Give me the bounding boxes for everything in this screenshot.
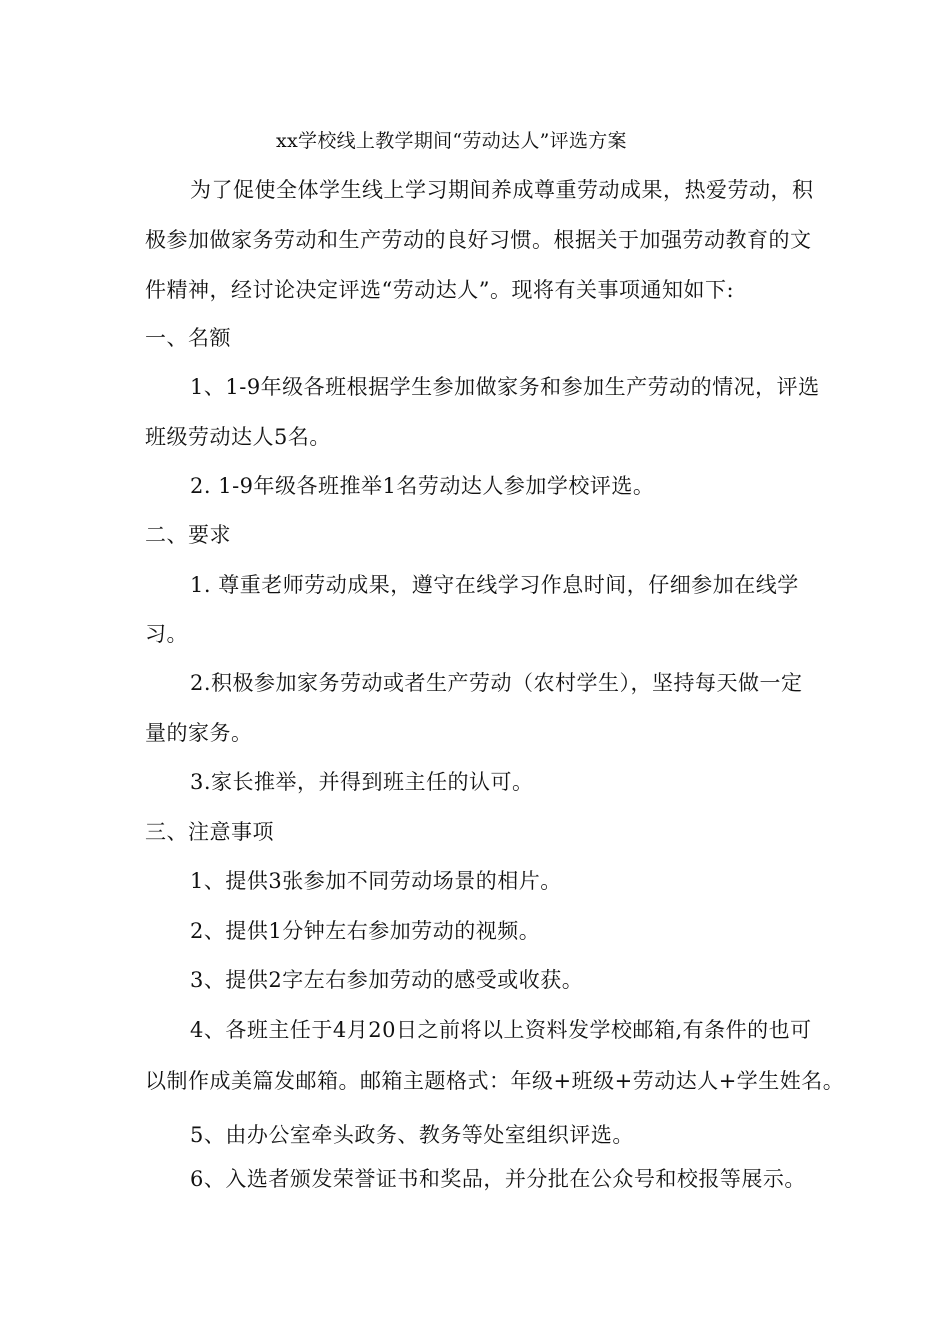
quota-item-1-line-2: 班级劳动达人5名。 <box>145 425 331 449</box>
requirement-1-line-1: 1. 尊重老师劳动成果，遵守在线学习作息时间，仔细参加在线学 <box>190 573 799 597</box>
intro-line-1: 为了促使全体学生线上学习期间养成尊重劳动成果，热爱劳动，积 <box>190 178 814 202</box>
note-5: 5、由办公室牵头政务、教务等处室组织评选。 <box>190 1123 634 1147</box>
quota-item-2: 2. 1-9年级各班推举1名劳动达人参加学校评选。 <box>190 474 655 498</box>
note-3: 3、提供2字左右参加劳动的感受或收获。 <box>190 968 584 992</box>
requirement-1-line-2: 习。 <box>145 622 188 646</box>
note-1: 1、提供3张参加不同劳动场景的相片。 <box>190 869 562 893</box>
note-4-line-1: 4、各班主任于4月20日之前将以上资料发学校邮箱,有条件的也可 <box>190 1018 812 1042</box>
quota-item-1-line-1: 1、1-9年级各班根据学生参加做家务和参加生产劳动的情况，评选 <box>190 375 820 399</box>
intro-line-2: 极参加做家务劳动和生产劳动的良好习惯。根据关于加强劳动教育的文 <box>145 228 812 252</box>
section-heading-quota: 一、名额 <box>145 326 231 350</box>
requirement-3: 3.家长推举，并得到班主任的认可。 <box>190 770 534 794</box>
note-4-line-2: 以制作成美篇发邮箱。邮箱主题格式：年级+班级+劳动达人+学生姓名。 <box>145 1069 845 1093</box>
requirement-2-line-2: 量的家务。 <box>145 721 253 745</box>
section-heading-notes: 三、注意事项 <box>145 820 274 844</box>
document-title: xx学校线上教学期间“劳动达人”评选方案 <box>276 130 627 152</box>
section-heading-requirements: 二、要求 <box>145 523 231 547</box>
requirement-2-line-1: 2.积极参加家务劳动或者生产劳动（农村学生），坚持每天做一定 <box>190 671 803 695</box>
note-2: 2、提供1分钟左右参加劳动的视频。 <box>190 919 541 943</box>
note-6: 6、入选者颁发荣誉证书和奖品，并分批在公众号和校报等展示。 <box>190 1167 806 1191</box>
intro-line-3: 件精神，经讨论决定评选“劳动达人”。现将有关事项通知如下: <box>145 278 735 302</box>
